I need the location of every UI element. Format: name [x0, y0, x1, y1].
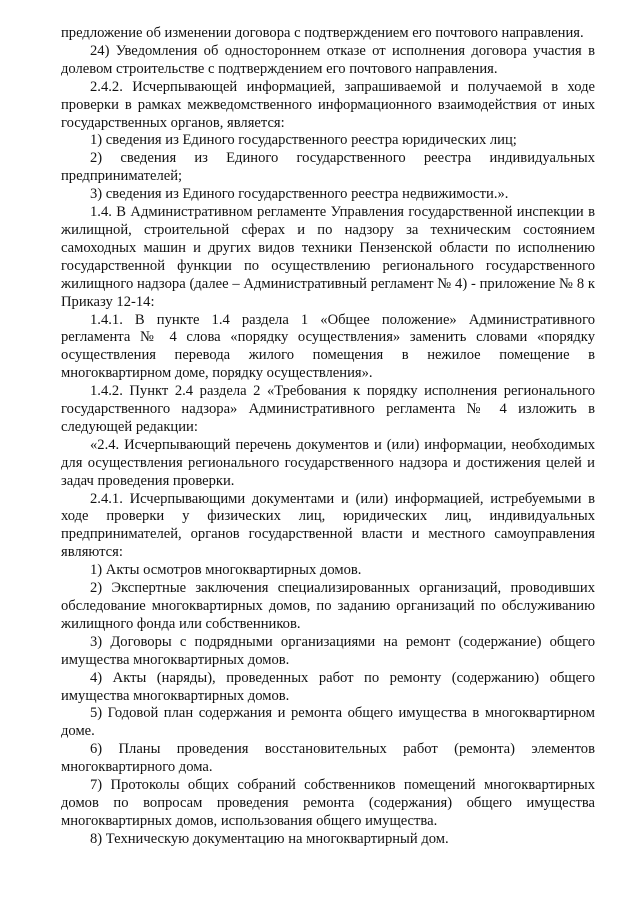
list-item: 7) Протоколы общих собраний собственников помещений многоквартирных домов по вопросам проведения ремонта (содержания) общего имущества многоквартирных домов, использования общего имущества. — [61, 777, 595, 829]
list-item: 1) сведения из Единого государственного реестра юридических лиц; — [90, 132, 517, 149]
paragraph-1-4: 1.4. В Административном регламенте Управления государственной инспекции в жилищной, строительной сферах и по надзору за техническим состоянием самоходных машин и других видов техники Пензенской области по исполнению государственной функции по осуществлению регионального государственного жилищного надзора (далее – Административный регламент № 4) - приложение № 8 к Приказу 12-14: — [61, 204, 595, 310]
paragraph-1-4-2: 1.4.2. Пункт 2.4 раздела 2 «Требования к порядку исполнения регионального государственного надзора» Административного регламента № 4 изложить в следующей редакции: — [61, 383, 595, 435]
list-item: 3) Договоры с подрядными организациями на ремонт (содержание) общего имущества многоквартирных домов. — [61, 633, 595, 668]
paragraph-1-4-1: 1.4.1. В пункте 1.4 раздела 1 «Общее положение» Административного регламента № 4 слова «порядку осуществления» заменить словами «порядку осуществления перевода жилого помещения в нежилое помещение в многоквартирном доме, порядку осуществления». — [61, 311, 595, 382]
list-item: 8) Техническую документацию на многоквартирный дом. — [90, 830, 449, 847]
paragraph-2-4-1: 2.4.1. Исчерпывающими документами и (или) информацией, истребуемыми в ходе проверки у физических лиц, юридических лиц, индивидуальных предпринимателей, органов государственной власти и местного самоуправления являются: — [61, 490, 595, 561]
list-item: 4) Акты (наряды), проведенных работ по ремонту (содержанию) общего имущества многоквартирных домов. — [61, 669, 595, 704]
list-item: 6) Планы проведения восстановительных работ (ремонта) элементов многоквартирного дома. — [61, 741, 595, 776]
paragraph-continuation: предложение об изменении договора с подтверждением его почтового направления. — [61, 25, 584, 41]
list-item: 3) сведения из Единого государственного реестра недвижимости.». — [90, 186, 509, 203]
list-item: 5) Годовой план содержания и ремонта общего имущества в многоквартирном доме. — [61, 705, 595, 740]
list-item: 1) Акты осмотров многоквартирных домов. — [90, 562, 362, 579]
list-item: 2) сведения из Единого государственного реестра индивидуальных предпринимателей; — [61, 150, 595, 185]
list-item: 2) Экспертные заключения специализированных организаций, проводивших обследование многоквартирных домов, по заданию организаций по обслуживанию жилищного фонда или собственников. — [61, 580, 595, 632]
paragraph-item-24: 24) Уведомления об одностороннем отказе от исполнения договора участия в долевом строительстве с подтверждением его почтового направления. — [61, 42, 595, 77]
paragraph-2-4-2: 2.4.2. Исчерпывающей информацией, запрашиваемой и получаемой в ходе проверки в рамках межведомственного информационного взаимодействия от иных государственных органов, является: — [61, 78, 595, 131]
paragraph-2-4-quote: «2.4. Исчерпывающий перечень документов и (или) информации, необходимых для осуществления регионального государственного надзора и достижения целей и задач проведения проверки. — [61, 436, 595, 489]
